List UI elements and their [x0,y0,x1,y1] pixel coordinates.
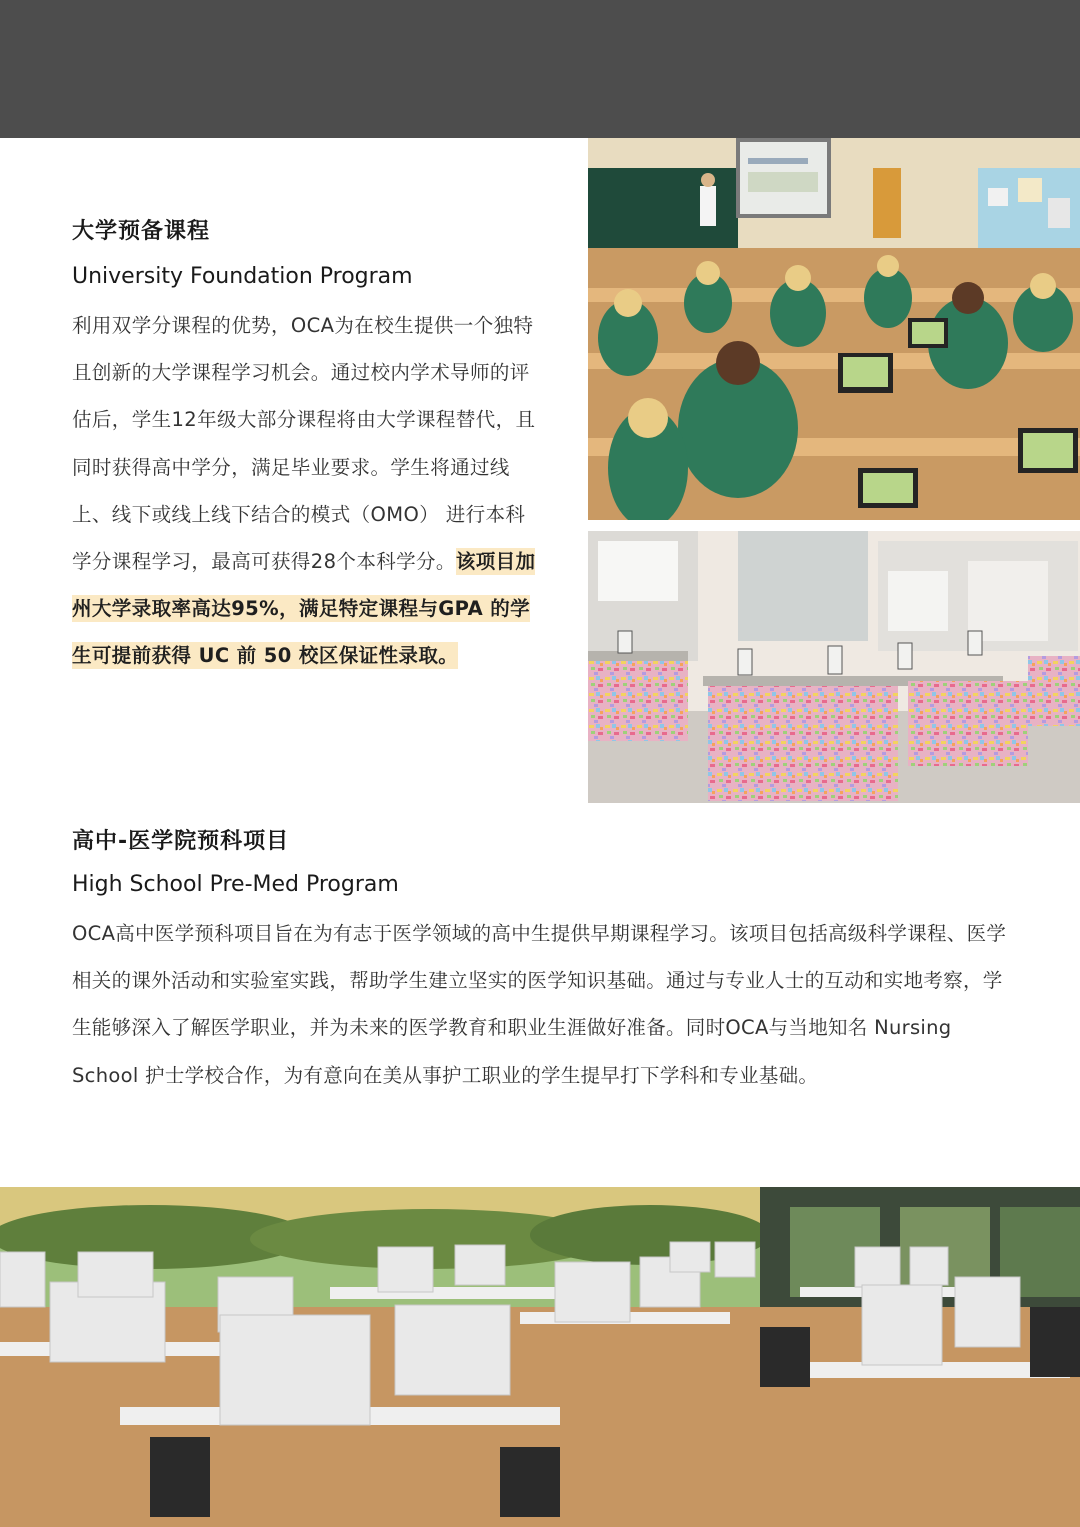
classroom-photo [588,138,1080,520]
lab-photo [588,531,1080,803]
computer-lab-photo [0,1187,1080,1527]
section1-body [72,302,537,680]
header-band [0,0,1080,138]
section2-title-en: High School Pre-Med Program [72,872,399,897]
section2-body: OCA高中医学预科项目旨在为有志于医学领域的高中生提供早期课程学习。该项目包括高级科学课程、医学相关的课外活动和实验室实践，帮助学生建立坚实的医学知识基础。通过与专业人士的互动和实地考察，学生能够深入了解医学职业，并为未来的医学教育和职业生涯做好准备。同时OCA与当地知名 Nursing School 护士学校合作，为有意向在美从事护工职业的学生提早打下学科和专业基础。 [72,922,1007,1087]
section2-title-cn: 高中-医学院预科项目 [72,829,290,854]
section1-body-text: 利用双学分课程的优势，OCA为在校生提供一个独特且创新的大学课程学习机会。通过校内学术导师的评估后，学生12年级大部分课程将由大学课程替代，且同时获得高中学分，满足毕业要求。学生将通过线上、线下或线上线下结合的模式（OMO） 进行本科学分课程学习，最高可获得28个本科学分。 [72,314,536,574]
section1-title-cn: 大学预备课程 [72,219,211,244]
section1-title-en: University Foundation Program [72,264,413,289]
section1-highlight: 该项目加州大学录取率高达95%，满足特定课程与GPA 的学生可提前获得 UC 前 50 校区保证性录取。 [72,550,536,668]
